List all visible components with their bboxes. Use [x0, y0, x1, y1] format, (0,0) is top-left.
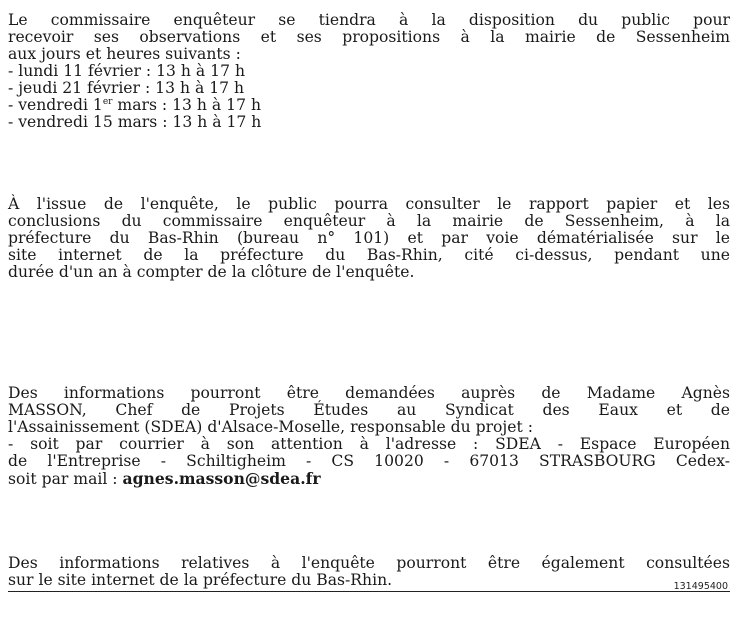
ordinal-superscript: er — [102, 97, 113, 107]
paragraph-permanences — [8, 12, 730, 131]
text-line: de l'Entreprise - Schiltigheim - CS 10020 - 67013 STRASBOURG Cedex- — [8, 452, 730, 470]
schedule-item: - jeudi 21 février : 13 h à 17 h — [8, 79, 245, 97]
text-line: préfecture du Bas-Rhin (bureau n° 101) et par voie dématérialisée sur le — [8, 229, 730, 247]
text-line: Des informations pourront être demandées auprès de Madame Agnès — [8, 384, 730, 402]
text-line: Des informations relatives à l'enquête pourront être également consultées — [8, 554, 730, 572]
schedule-item-end: mars : 13 h à 17 h — [112, 96, 262, 114]
schedule-item: - lundi 11 février : 13 h à 17 h — [8, 62, 246, 80]
text-line: sur le site internet de la préfecture du Bas-Rhin. — [8, 571, 393, 589]
text-line: l'Assainissement (SDEA) d'Alsace-Moselle, responsable du projet : — [8, 418, 533, 436]
paragraph-website — [8, 555, 730, 589]
text-line: À l'issue de l'enquête, le public pourra consulter le rapport papier et les — [8, 195, 730, 213]
mail-line — [8, 470, 730, 488]
schedule-item — [8, 97, 730, 114]
schedule-item: - vendredi 15 mars : 13 h à 17 h — [8, 113, 262, 131]
text-line: recevoir ses observations et ses propositions à la mairie de Sessenheim — [8, 28, 730, 46]
mail-prefix: soit par mail : — [8, 470, 123, 488]
paragraph-consultation — [8, 196, 730, 281]
paragraph-contact — [8, 385, 730, 488]
reference-number: 131495400 — [673, 581, 728, 592]
text-line: site internet de la préfecture du Bas-Rhin, cité ci-dessus, pendant une — [8, 246, 730, 264]
schedule-item-start: - vendredi 1 — [8, 96, 103, 114]
text-line: - soit par courrier à son attention à l'adresse : SDEA - Espace Européen — [8, 435, 730, 453]
bottom-divider — [8, 591, 730, 592]
text-line: aux jours et heures suivants : — [8, 45, 241, 63]
text-line: conclusions du commissaire enquêteur à la mairie de Sessenheim, à la — [8, 212, 730, 230]
text-line: Le commissaire enquêteur se tiendra à la disposition du public pour — [8, 11, 730, 29]
text-line: MASSON, Chef de Projets Études au Syndicat des Eaux et de — [8, 401, 730, 419]
text-line: durée d'un an à compter de la clôture de l'enquête. — [8, 263, 415, 281]
email-link[interactable]: agnes.masson@sdea.fr — [122, 469, 321, 488]
